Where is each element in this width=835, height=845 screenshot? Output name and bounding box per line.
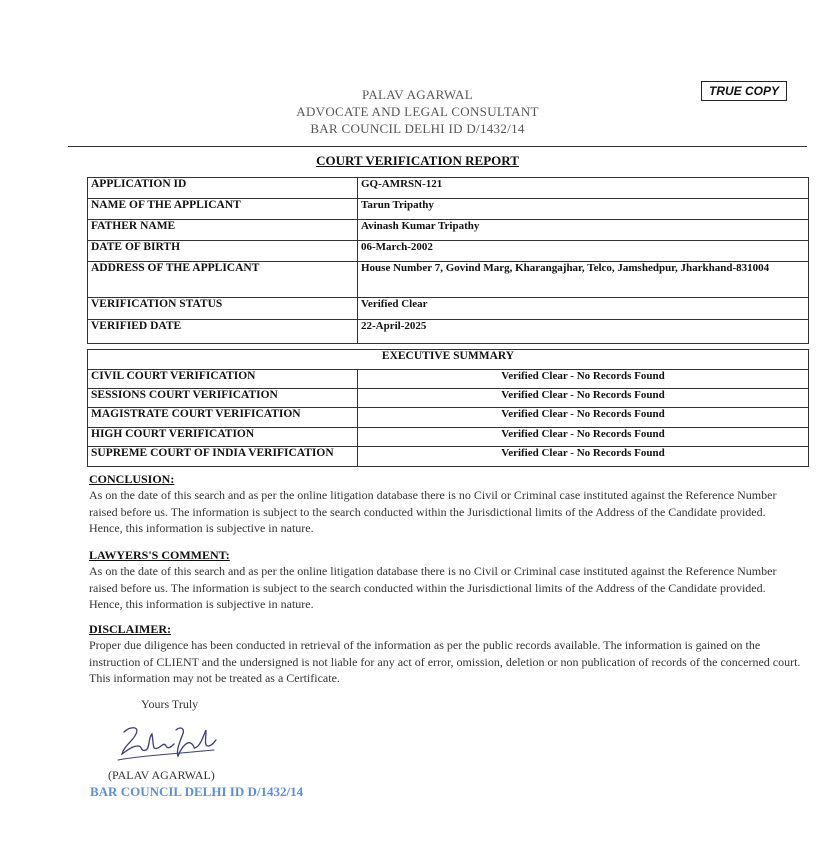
executive-summary-table [87,349,809,467]
detail-value: 06-March-2002 [358,241,809,262]
table-row [88,241,809,262]
summary-value: Verified Clear - No Records Found [358,408,809,428]
handwritten-signature [110,716,220,764]
detail-label: NAME OF THE APPLICANT [88,199,358,220]
table-row [88,408,809,428]
table-row [88,370,809,389]
lawyers-comment-text: As on the date of this search and as per the online litigation database there is no Civil or Criminal case instituted against the Reference Number raised before us. The information is subject to the search conducted within the Jurisdictional limits of the Address of the Candidate provided. Hence, this information is subjective in nature. [89,564,777,611]
closing-salutation: Yours Truly [141,697,199,711]
conclusion-text: As on the date of this search and as per the online litigation database there is no Civil or Criminal case instituted against the Reference Number raised before us. The information is subject to the search conducted within the Jurisdictional limits of the Address of the Candidate provided. Hence, this information is subjective in nature. [89,488,777,535]
advocate-bar-id: BAR COUNCIL DELHI ID D/1432/14 [310,121,525,136]
applicant-details-table [87,177,809,344]
summary-value: Verified Clear - No Records Found [358,447,809,467]
table-row [88,298,809,320]
table-row [88,220,809,241]
detail-value: Avinash Kumar Tripathy [358,220,809,241]
table-row [88,428,809,447]
executive-summary-heading: EXECUTIVE SUMMARY [88,350,809,370]
summary-label: CIVIL COURT VERIFICATION [88,370,358,389]
summary-label: SUPREME COURT OF INDIA VERIFICATION [88,447,358,467]
detail-label: APPLICATION ID [88,178,358,199]
true-copy-stamp: TRUE COPY [701,81,787,101]
disclaimer-heading: DISCLAIMER: [89,622,172,636]
detail-label: FATHER NAME [88,220,358,241]
advocate-title: ADVOCATE AND LEGAL CONSULTANT [296,104,539,119]
table-row [88,350,809,370]
detail-label: VERIFICATION STATUS [88,298,358,320]
detail-label: DATE OF BIRTH [88,241,358,262]
table-row [88,199,809,220]
table-row [88,447,809,467]
table-row [88,320,809,344]
header-divider [68,146,807,147]
summary-value: Verified Clear - No Records Found [358,389,809,408]
summary-label: SESSIONS COURT VERIFICATION [88,389,358,408]
conclusion-section [89,472,801,537]
detail-value: Tarun Tripathy [358,199,809,220]
lawyers-comment-section [89,548,801,613]
summary-label: MAGISTRATE COURT VERIFICATION [88,408,358,428]
summary-value: Verified Clear - No Records Found [358,370,809,389]
table-row [88,178,809,199]
detail-value: House Number 7, Govind Marg, Kharangajhar, Telco, Jamshedpur, Jharkhand-831004 [358,262,809,298]
disclaimer-section [89,622,801,687]
table-row [88,389,809,408]
signatory-bar-id: BAR COUNCIL DELHI ID D/1432/14 [90,784,304,799]
detail-label: VERIFIED DATE [88,320,358,344]
conclusion-heading: CONCLUSION: [89,472,175,486]
detail-value: 22-April-2025 [358,320,809,344]
detail-label: ADDRESS OF THE APPLICANT [88,262,358,298]
detail-value: GQ-AMRSN-121 [358,178,809,199]
disclaimer-text: Proper due diligence has been conducted in retrieval of the information as per the public records available. The information is gained on the instruction of CLIENT and the undersigned is not liable for any act of error, omission, deletion or non publication of records of the concerned court. This information may not be treated as a Certificate. [89,638,801,685]
signatory-name: (PALAV AGARWAL) [108,768,215,782]
lawyers-comment-heading: LAWYERS'S COMMENT: [89,548,230,562]
table-row [88,262,809,298]
advocate-name: PALAV AGARWAL [362,87,473,102]
summary-value: Verified Clear - No Records Found [358,428,809,447]
detail-value: Verified Clear [358,298,809,320]
summary-label: HIGH COURT VERIFICATION [88,428,358,447]
report-title: COURT VERIFICATION REPORT [316,153,519,168]
